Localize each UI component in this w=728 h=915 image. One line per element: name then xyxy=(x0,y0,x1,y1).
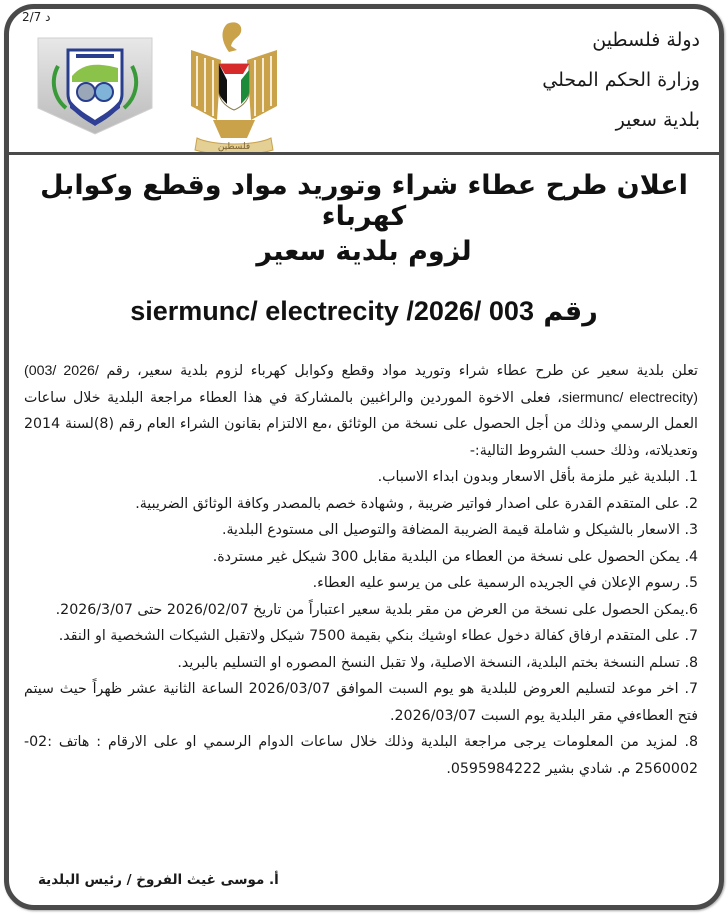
municipality-logo-icon xyxy=(36,36,154,136)
intro-paragraph xyxy=(24,358,698,464)
svg-text:فلسطين: فلسطين xyxy=(217,142,251,152)
announcement-title: اعلان طرح عطاء شراء وتوريد مواد وقطع وكوابل كهرباء xyxy=(40,170,688,232)
palestine-eagle-emblem-icon xyxy=(183,20,285,154)
issuer-header xyxy=(542,20,700,140)
announcement-body xyxy=(24,358,698,782)
condition-item: 5. رسوم الإعلان في الجريده الرسمية على من يرسو عليه العطاء. xyxy=(312,575,698,591)
tender-reference: siermunc/ electrecity /2026/ 003 xyxy=(130,296,534,326)
condition-item: 6.يمكن الحصول على نسخة من العرض من مقر بلدية سعير اعتباراً من تاريخ 2026/02/07 حتى 2026/3/07. xyxy=(55,601,698,618)
signature: أ. موسى غيث الفروخ / رئيس البلدية xyxy=(38,872,279,888)
condition-item: 7. على المتقدم ارفاق كفالة دخول عطاء اوشيك بنكي بقيمة 7500 شيكل ولاتقبل الشيكات الشخصية او النقد. xyxy=(58,628,698,644)
tender-number-prefix: رقم xyxy=(543,296,598,327)
tender-number xyxy=(20,296,708,327)
condition-item: 1. البلدية غير ملزمة بأقل الاسعار وبدون ابداء الاسباب. xyxy=(377,469,698,485)
conditions-list xyxy=(24,464,698,782)
condition-item: 8. لمزيد من المعلومات يرجى مراجعة البلدية وذلك خلال ساعات الدوام الرسمي او على الارقام : هاتف :02-2560002 م. شادي بشير 0595984222. xyxy=(24,734,698,777)
header-country: دولة فلسطين xyxy=(592,29,700,51)
condition-item: 3. الاسعار بالشيكل و شاملة قيمة الضريبة المضافة والتوصيل الى مستودع البلدية. xyxy=(221,522,698,538)
intro-reference: (003/ 2026/ siermunc/ electrecity) xyxy=(24,363,698,406)
intro-text-2: ، فعلى الاخوة الموردين والراغبين بالمشاركة في هذا العطاء مراجعة البلدية خلال ساعات العمل الرسمي وذلك من أجل الحصول على نسخة من الوثائق ،مع الالتزام بقانون الشراء العام رقم (8)لسنة 2014 وتعديلاته، وذلك حسب الشروط التالية:- xyxy=(24,389,698,459)
condition-item: 8. تسلم النسخة بختم البلدية، النسخة الاصلية، ولا تقبل النسخ المصوره او التسليم بالبريد. xyxy=(177,654,698,671)
header-divider xyxy=(9,152,719,155)
header-municipality: بلدية سعير xyxy=(615,109,700,131)
intro-text-1: تعلن بلدية سعير عن طرح عطاء شراء وتوريد مواد وقطع وكوابل كهرباء لزوم بلدية سعير، رقم xyxy=(106,363,698,379)
announcement-subtitle: لزوم بلدية سعير xyxy=(256,236,472,267)
condition-item: 2. على المتقدم القدرة على اصدار فواتير ضريبة , وشهادة خصم بالمصدر وكافة الوثائق الضريبية. xyxy=(135,495,698,512)
condition-item: 7. اخر موعد لتسليم العروض للبلدية هو يوم السبت الموافق 2026/03/07 الساعة الثانية عشر ظهراً حيث سيتم فتح العطاءفي مقر البلدية يوم السبت 2026/03/07. xyxy=(24,681,698,724)
header-ministry: وزارة الحكم المحلي xyxy=(542,69,700,91)
condition-item: 4. يمكن الحصول على نسخة من العطاء من البلدية مقابل 300 شيكل غير مستردة. xyxy=(212,548,698,565)
page-marker: 2/7 د xyxy=(22,10,51,24)
